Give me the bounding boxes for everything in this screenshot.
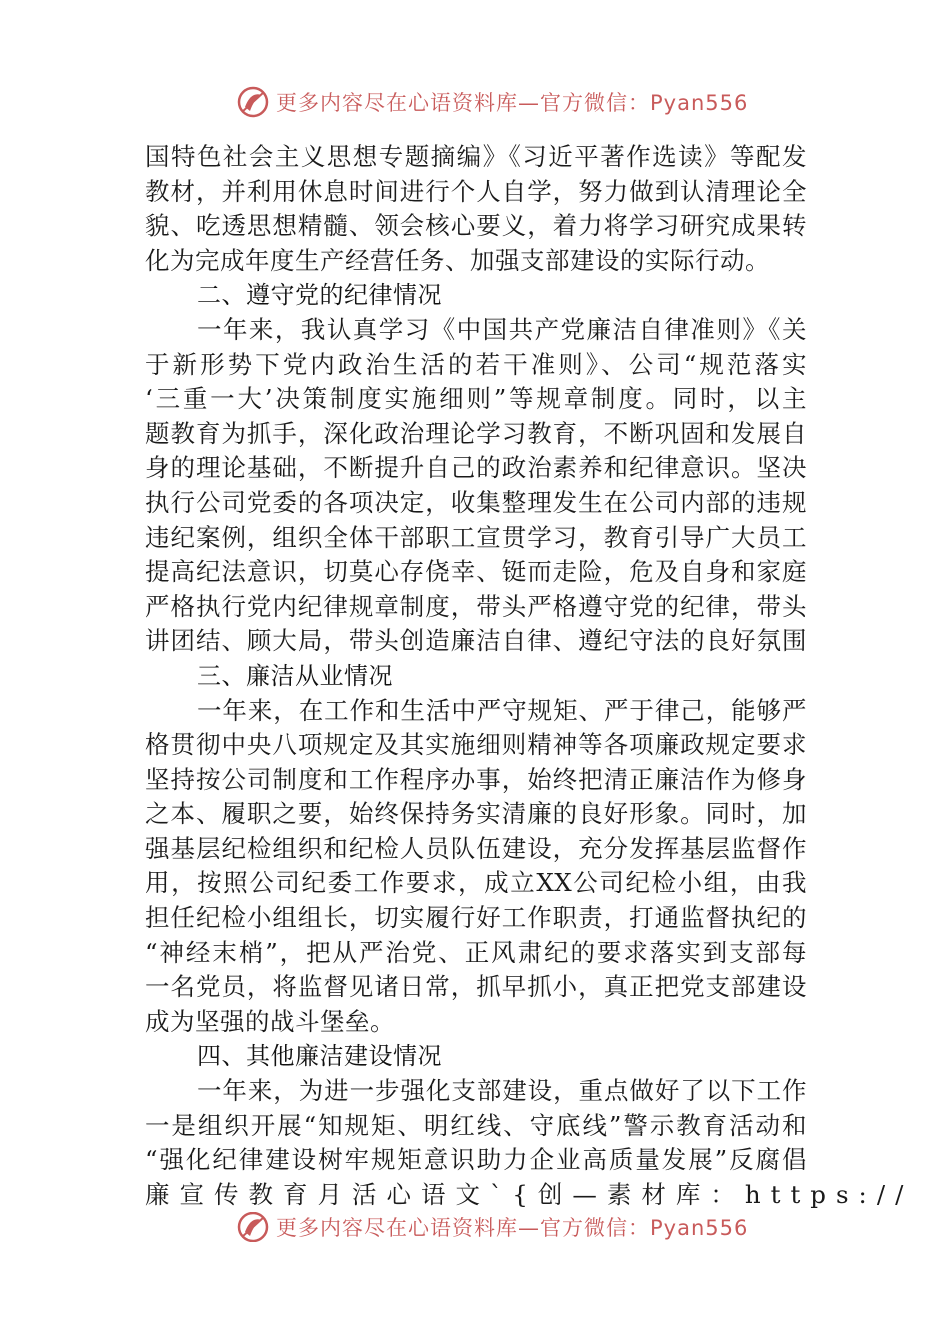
text-line: 教材，并利用休息时间进行个人自学，努力做到认清理论全 <box>145 176 807 206</box>
text-line: 一年来，在工作和生活中严守规矩、严于律己，能够严 <box>197 695 807 725</box>
text-line: 一年来，我认真学习《中国共产党廉洁自律准则》《关 <box>197 314 807 344</box>
brand-logo-icon <box>236 85 270 119</box>
text-line: 一年来，为进一步强化支部建设，重点做好了以下工作 <box>197 1076 807 1106</box>
text-line: 格贯彻中央八项规定及其实施细则精神等各项廉政规定要求 <box>145 730 807 760</box>
text-line: 一名党员，将监督见诸日常，抓早抓小，真正把党支部建设 <box>145 972 807 1002</box>
text-line: 强基层纪检组织和纪检人员队伍建设，充分发挥基层监督作 <box>145 833 807 863</box>
text-line: 成为坚强的战斗堡垒。 <box>145 1006 395 1036</box>
watermark-header <box>236 84 748 120</box>
text-line: 坚持按公司制度和工作程序办事，始终把清正廉洁作为修身 <box>145 764 807 794</box>
document-body <box>145 140 914 1212</box>
text-line: 提高纪法意识，切莫心存侥幸、铤而走险，危及自身和家庭 <box>145 557 807 587</box>
text-line: 严格执行党内纪律规章制度，带头严格遵守党的纪律，带头 <box>145 591 807 621</box>
text-line: 化为完成年度生产经营任务、加强支部建设的实际行动。 <box>145 245 770 275</box>
text-line: 题教育为抓手，深化政治理论学习教育，不断巩固和发展自 <box>145 418 807 448</box>
watermark-text: 更多内容尽在心语资料库—官方微信：Pyan556 <box>276 1216 749 1240</box>
section-heading: 二、遵守党的纪律情况 <box>197 281 442 310</box>
text-line: 一是组织开展“知规矩、明红线、守底线”警示教育活动和 <box>145 1110 807 1140</box>
brand-logo-icon <box>236 1212 270 1242</box>
text-line: 执行公司党委的各项决定，收集整理发生在公司内部的违规 <box>145 487 807 517</box>
text-line: 廉宣传教育月活心语文`{创—素材库：https:// <box>145 1179 914 1209</box>
text-line: 国特色社会主义思想专题摘编》《习近平著作选读》等配发 <box>145 142 807 171</box>
text-line: 用，按照公司纪委工作要求，成立XX公司纪检小组，由我 <box>145 868 807 898</box>
section-heading: 四、其他廉洁建设情况 <box>197 1042 442 1071</box>
text-line: 貌、吃透思想精髓、领会核心要义，着力将学习研究成果转 <box>145 211 807 241</box>
text-line: 之本、履职之要，始终保持务实清廉的良好形象。同时，加 <box>145 799 807 829</box>
text-line: “强化纪律建设树牢规矩意识助力企业高质量发展”反腐倡 <box>145 1145 807 1175</box>
text-line: ‘三重一大’决策制度实施细则”等规章制度。同时，以主 <box>145 384 807 414</box>
section-heading: 三、廉洁从业情况 <box>197 661 393 690</box>
text-line: 身的理论基础，不断提升自己的政治素养和纪律意识。坚决 <box>145 453 807 483</box>
text-line: 担任纪检小组组长，切实履行好工作职责，打通监督执纪的 <box>145 903 807 933</box>
watermark-footer <box>236 1212 748 1242</box>
text-line: “神经末梢”，把从严治党、正风肃纪的要求落实到支部每 <box>145 937 807 967</box>
watermark-text: 更多内容尽在心语资料库—官方微信：Pyan556 <box>276 91 749 115</box>
text-line: 违纪案例，组织全体干部职工宣贯学习，教育引导广大员工 <box>145 522 807 552</box>
text-line: 于新形势下党内政治生活的若干准则》、公司“规范落实 <box>145 349 807 379</box>
text-line: 讲团结、顾大局，带头创造廉洁自律、遵纪守法的良好氛围 <box>145 626 807 656</box>
